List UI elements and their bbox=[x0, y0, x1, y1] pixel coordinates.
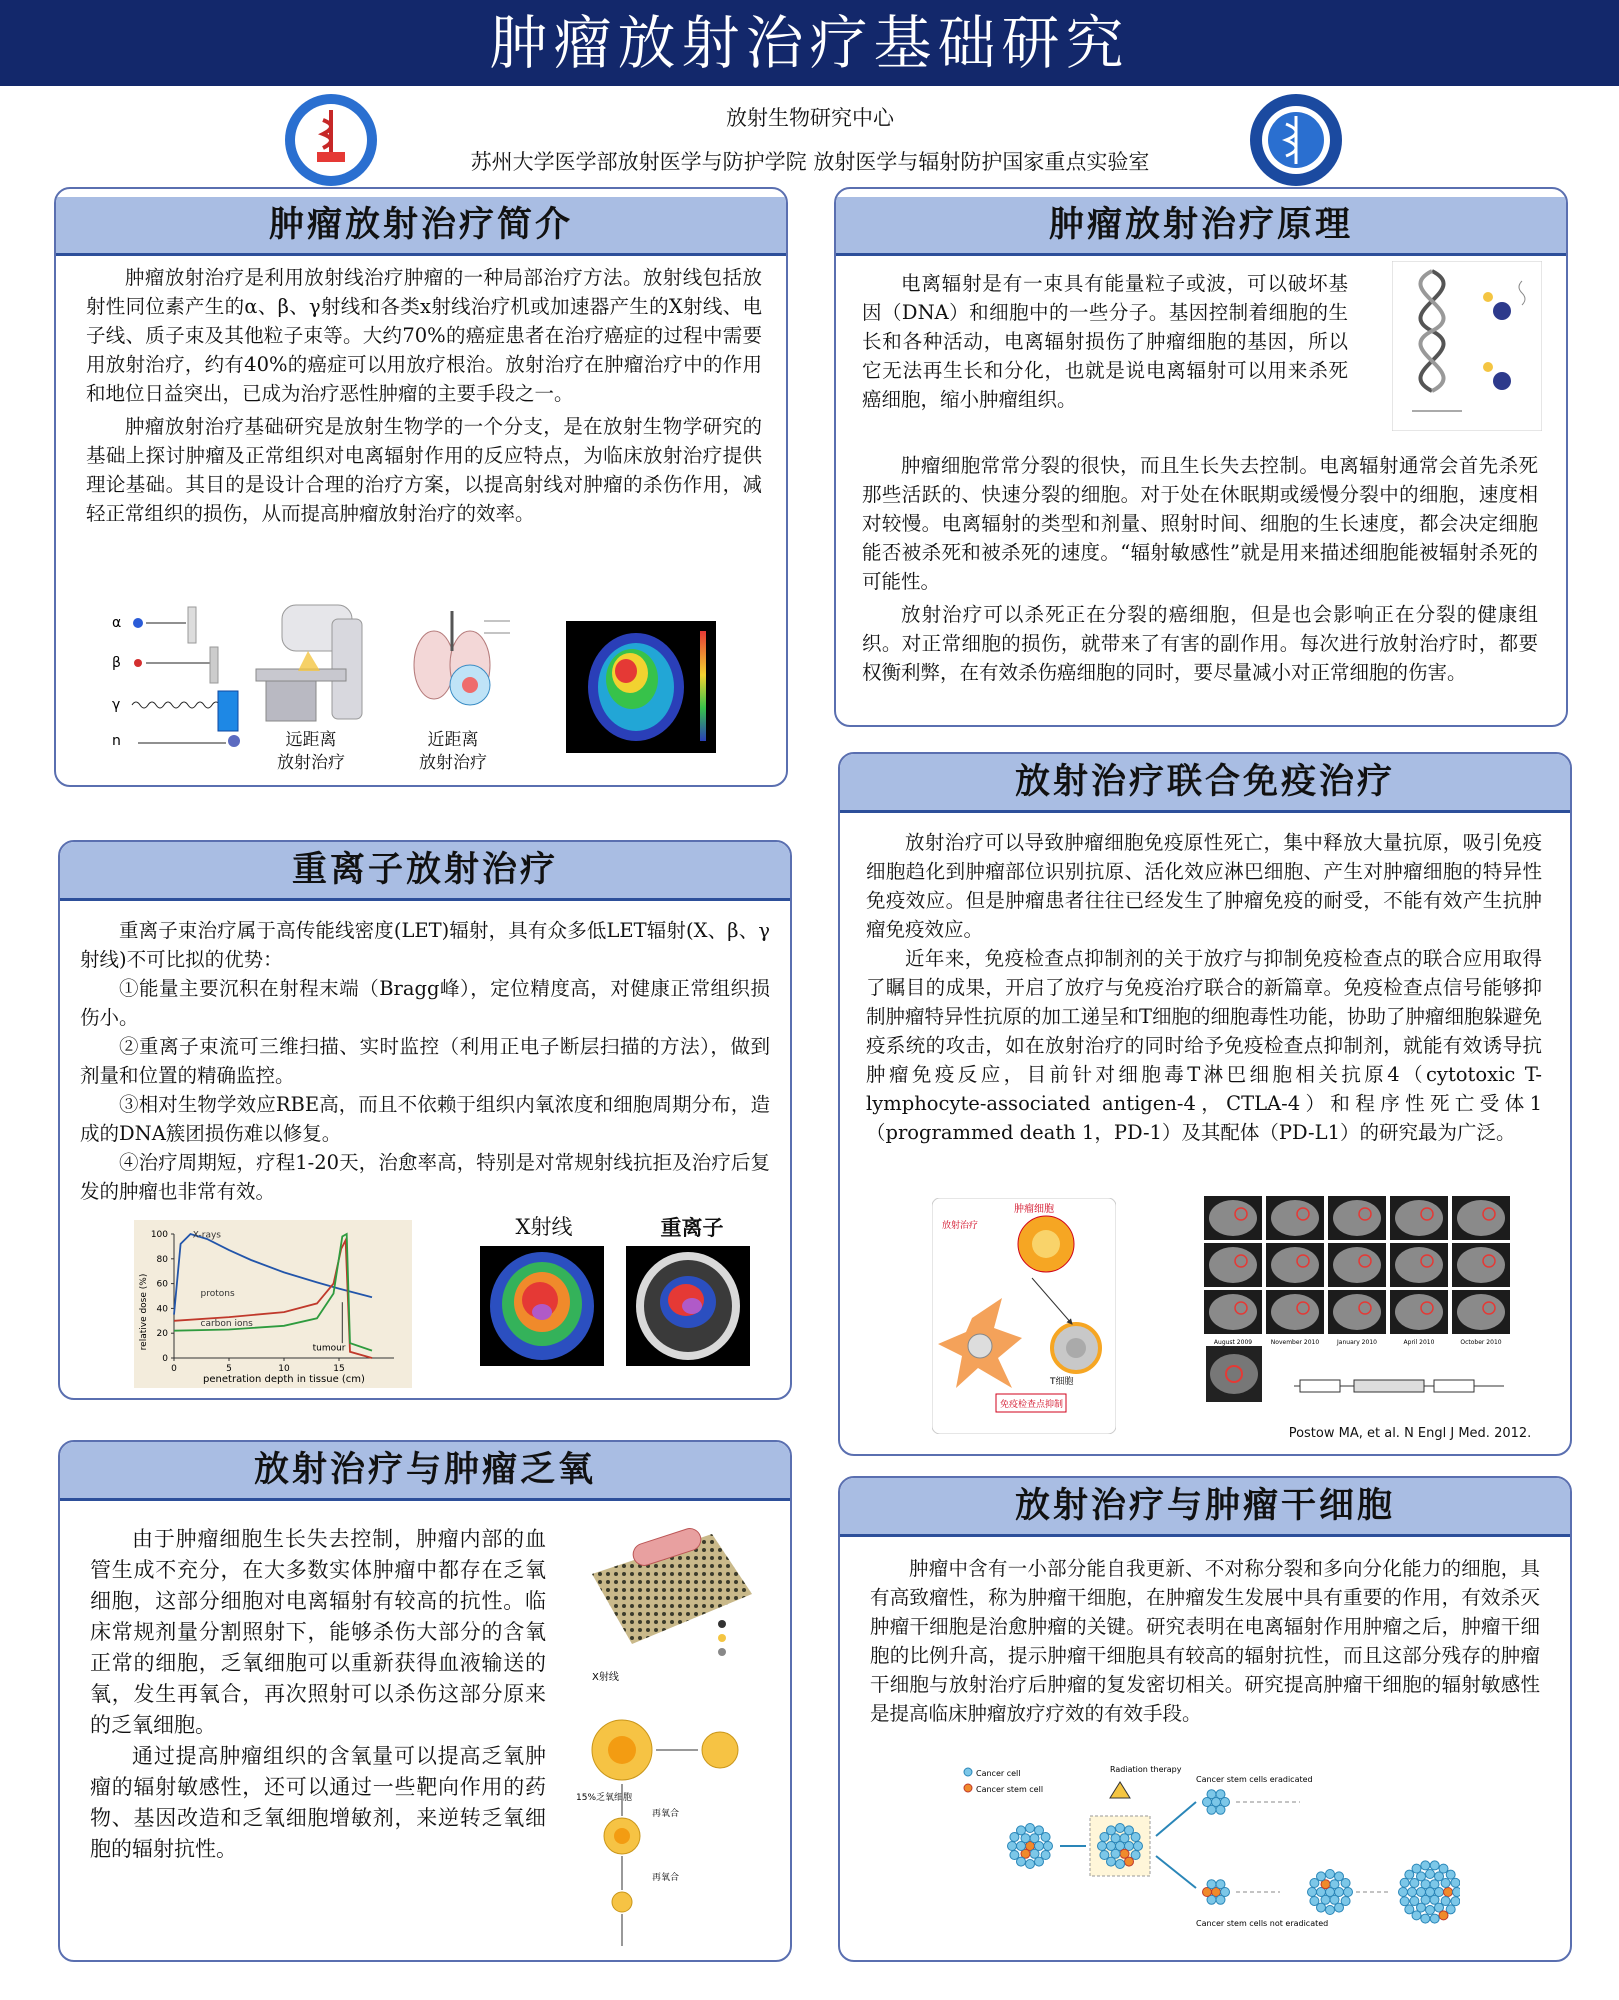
chart-y-tick-label: 0 bbox=[162, 1354, 168, 1364]
hypoxia-text bbox=[90, 1524, 546, 1865]
immune-mechanism-figure bbox=[932, 1198, 1116, 1434]
chart-x-tick-label: 0 bbox=[171, 1364, 177, 1374]
cancer-cell bbox=[1421, 1861, 1430, 1870]
immuno-citation: Postow MA, et al. N Engl J Med. 2012. bbox=[1288, 1426, 1532, 1441]
immune-label-tumor: 肿瘤细胞 bbox=[1014, 1204, 1054, 1215]
left-logo-icon bbox=[283, 92, 379, 188]
panel-intro bbox=[54, 187, 788, 787]
hypoxia-label-xray: X射线 bbox=[592, 1672, 619, 1683]
cancer-cell bbox=[1451, 1897, 1460, 1906]
particle-penetration-figure bbox=[106, 599, 246, 749]
heavy-ion-paragraph-5: ④治疗周期短，疗程1-20天，治愈率高，特别是对常规射线抗拒及治疗后复发的肿瘤也非常有效。 bbox=[80, 1151, 770, 1203]
heavy-ion-paragraph-2: ①能量主要沉积在射程末端（Bragg峰），定位精度高，对健康正常组织损伤小。 bbox=[80, 977, 770, 1029]
principle-paragraph-2: 肿瘤细胞常常分裂的很快，而且生长失去控制。电离辐射通常会首先杀死那些活跃的、快速分裂的细胞。对于处在休眠期或缓慢分裂中的细胞，速度相对较慢。电离辐射的类型和剂量、照射时间、细胞的生长速度，都会决定细胞能否被杀死和被杀死的速度。“辐射敏感性”就是用来描述细胞能被辐射杀死的可能性。 bbox=[862, 454, 1538, 593]
stem-cells-text bbox=[870, 1554, 1540, 1728]
cancer-cell bbox=[1326, 1906, 1335, 1915]
cancer-cell bbox=[1017, 1826, 1026, 1835]
immuno-paragraph-2: 近年来，免疫检查点抑制剂的关于放疗与抑制免疫检查点的联合应用取得了瞩目的成果，开启了放疗与免疫治疗联合的新篇章。免疫检查点信号能够抑制肿瘤特异性抗原的加工递呈和T细胞的细胞毒性功能，协助了肿瘤细胞躲避免疫系统的攻击，如在放射治疗的同时给予免疫检查点抑制剂，就能有效诱导抗肿瘤免疫反应，目前针对细胞毒T淋巴细胞相关抗原4（cytotoxic T-lymphocyte-associated antigen-4，CTLA-4）和程序性死亡受体1（programmed death 1，PD-1）及其配体（PD-L1）的研究最为广泛。 bbox=[866, 947, 1543, 1144]
chart-series-label: X-rays bbox=[192, 1230, 222, 1241]
particle-label-alpha: α bbox=[112, 615, 122, 631]
panel-intro-title: 肿瘤放射治疗简介 bbox=[56, 197, 786, 256]
particle-label-beta: β bbox=[112, 655, 121, 671]
heavy-ion-paragraph-1: 重离子束治疗属于高传能线密度(LET)辐射，具有众多低LET辐射(X、β、γ射线)不可比拟的优势： bbox=[80, 919, 770, 971]
chart-xlabel: penetration depth in tissue (cm) bbox=[203, 1374, 365, 1385]
brachytherapy-figure bbox=[388, 601, 518, 729]
ct-scan-body bbox=[1333, 1200, 1381, 1236]
panel-heavy-ion-title: 重离子放射治疗 bbox=[60, 842, 790, 901]
cancer-cell bbox=[1098, 1842, 1107, 1851]
intro-text bbox=[86, 263, 762, 528]
cancer-cell bbox=[1426, 1906, 1435, 1915]
principle-paragraph-3: 放射治疗可以杀死正在分裂的癌细胞，但是也会影响正在分裂的健康组织。对正常细胞的损伤，就带来了有害的副作用。每次进行放射治疗时，都要权衡利弊，在有效杀伤癌细胞的同时，要尽量减小对正常细胞的伤害。 bbox=[862, 603, 1538, 684]
institution: 苏州大学医学部放射医学与防护学院 放射医学与辐射防护国家重点实验室 bbox=[470, 150, 1150, 174]
cancer-cell bbox=[1216, 1895, 1225, 1904]
stem-legend-stem: Cancer stem cell bbox=[976, 1785, 1044, 1794]
cancer-cell bbox=[1216, 1805, 1225, 1814]
dna-damage-figure bbox=[1392, 261, 1542, 431]
hypoxia-label-reoxygenation-2: 再氧合 bbox=[652, 1873, 680, 1883]
right-logo-icon bbox=[1248, 92, 1344, 188]
dose-distribution-ct-figure bbox=[566, 621, 716, 753]
panel-immunotherapy bbox=[838, 752, 1572, 1456]
cancer-cell bbox=[1131, 1833, 1140, 1842]
chart-x-tick-label: 15 bbox=[333, 1364, 345, 1374]
ct-scan-date: January 2010 bbox=[1337, 1339, 1377, 1346]
hypoxia-label-reoxygenation-1: 再氧合 bbox=[652, 1809, 680, 1819]
immune-label-checkpoint: 免疫检查点抑制 bbox=[1000, 1400, 1064, 1410]
chart-series-label: protons bbox=[200, 1289, 235, 1299]
stem-legend-cancer: Cancer cell bbox=[976, 1769, 1021, 1778]
xray-dose-plan-figure bbox=[480, 1246, 604, 1366]
hypoxia-label-fraction: 15%乏氧细胞 bbox=[576, 1793, 633, 1803]
intro-paragraph-2: 肿瘤放射治疗基础研究是放射生物学的一个分支，是在放射生物学研究的基础上探讨肿瘤及正常组织对电离辐射作用的反应特点，为临床放射治疗提供理论基础。其目的是设计合理的治疗方案，以提高射线对肿瘤的杀伤作用，减轻正常组织的损伤，从而提高肿瘤放射治疗的效率。 bbox=[86, 415, 762, 525]
cancer-cell bbox=[1430, 1914, 1439, 1923]
cancer-cell bbox=[1453, 1888, 1461, 1897]
cancer-cell bbox=[1399, 1888, 1408, 1897]
ct-scan-body bbox=[1271, 1247, 1319, 1283]
ct-scan-body bbox=[1271, 1294, 1319, 1330]
label-heavy-ion-plan: 重离子 bbox=[660, 1215, 724, 1240]
ct-scan-body bbox=[1395, 1200, 1443, 1236]
cancer-stem-cell bbox=[1125, 1857, 1134, 1866]
chart-y-tick-label: 80 bbox=[156, 1254, 168, 1265]
cancer-cell bbox=[1008, 1842, 1017, 1851]
ct-scan-body bbox=[1333, 1294, 1381, 1330]
cancer-cell bbox=[1116, 1824, 1125, 1833]
chart-y-tick-label: 40 bbox=[156, 1304, 168, 1315]
label-xray-plan: X射线 bbox=[515, 1215, 573, 1239]
ct-scan-body bbox=[1333, 1247, 1381, 1283]
panel-principle bbox=[834, 187, 1568, 727]
ct-scan-body bbox=[1209, 1294, 1257, 1330]
tumor-vessel-oxygen-figure bbox=[572, 1514, 768, 1664]
chart-x-tick-label: 5 bbox=[226, 1364, 232, 1374]
immunotherapy-text bbox=[866, 828, 1542, 1147]
chart-ylabel: relative dose (%) bbox=[139, 1273, 149, 1351]
cancer-cell bbox=[1335, 1903, 1344, 1912]
cancer-stem-cell bbox=[1439, 1911, 1448, 1920]
poster-title: 肿瘤放射治疗基础研究 bbox=[0, 0, 1619, 86]
heavy-ion-paragraph-4: ③相对生物学效应RBE高，而且不依赖于组织内氧浓度和细胞周期分布，造成的DNA簇团损伤难以修复。 bbox=[80, 1093, 770, 1145]
ct-scan-date: August 2009 bbox=[1213, 1339, 1253, 1346]
cancer-cell bbox=[1026, 1824, 1035, 1833]
chart-y-tick-label: 60 bbox=[156, 1279, 168, 1290]
principle-text-bottom bbox=[862, 451, 1538, 687]
principle-paragraph-1: 电离辐射是有一束具有能量粒子或波，可以破坏基因（DNA）和细胞中的一些分子。基因控制着细胞的生长和各种活动，电离辐射损伤了肿瘤细胞的基因，所以它无法再生长和分化，也就是说电离辐射可以用来杀死癌细胞，缩小肿瘤组织。 bbox=[862, 272, 1348, 411]
cancer-cell bbox=[1441, 1879, 1450, 1888]
particle-label-neutron: n bbox=[112, 733, 121, 749]
cancer-cell bbox=[1344, 1888, 1353, 1897]
cancer-cell bbox=[1405, 1905, 1414, 1914]
ct-scan-body bbox=[1457, 1247, 1505, 1283]
chart-series-label: carbon ions bbox=[200, 1318, 253, 1329]
research-center: 放射生物研究中心 bbox=[726, 106, 894, 130]
principle-text-top bbox=[862, 269, 1348, 414]
panel-stem-cells-title: 放射治疗与肿瘤干细胞 bbox=[840, 1478, 1570, 1537]
immuno-paragraph-1: 放射治疗可以导致肿瘤细胞免疫原性死亡，集中释放大量抗原，吸引免疫细胞趋化到肿瘤部位识别抗原、活化效应淋巴细胞、产生对肿瘤细胞的特异性免疫效应。但是肿瘤患者往往已经发生了肿瘤免疫的耐受，不能有效产生抗肿瘤免疫效应。 bbox=[866, 831, 1542, 941]
panel-stem-cells bbox=[838, 1476, 1572, 1962]
panel-principle-title: 肿瘤放射治疗原理 bbox=[836, 197, 1566, 256]
cancer-cell bbox=[1100, 1851, 1109, 1860]
cancer-cell bbox=[1308, 1888, 1317, 1897]
cancer-cell bbox=[1216, 1790, 1225, 1799]
ct-scan-body bbox=[1395, 1294, 1443, 1330]
heavy-ion-paragraph-3: ②重离子束流可三维扫描、实时监控（利用正电子断层扫描的方法），做到剂量和位置的精确监控。 bbox=[80, 1035, 770, 1087]
cancer-cell bbox=[1341, 1879, 1350, 1888]
cancer-cell bbox=[1044, 1842, 1053, 1851]
caption-brachytherapy: 近距离 放射治疗 bbox=[419, 730, 487, 773]
reoxygenation-figure bbox=[572, 1666, 768, 1954]
stem-label-eradicated: Cancer stem cells eradicated bbox=[1196, 1775, 1313, 1784]
cancer-cell bbox=[1026, 1860, 1035, 1869]
cancer-cell bbox=[1010, 1851, 1019, 1860]
heavy-ion-dose-plan-figure bbox=[626, 1246, 750, 1366]
stem-label-not-eradicated: Cancer stem cells not eradicated bbox=[1196, 1919, 1329, 1928]
cancer-cell bbox=[1326, 1870, 1335, 1879]
stem-label-radiation: Radiation therapy bbox=[1110, 1765, 1182, 1774]
particle-label-gamma: γ bbox=[112, 697, 121, 713]
immune-label-tcell: T细胞 bbox=[1050, 1377, 1074, 1387]
cancer-cell bbox=[1430, 1861, 1439, 1870]
cancer-cell bbox=[1426, 1870, 1435, 1879]
cancer-stem-cell-figure bbox=[960, 1762, 1460, 1942]
cancer-cell bbox=[1107, 1826, 1116, 1835]
cancer-cell bbox=[1451, 1878, 1460, 1887]
chart-x-tick-label: 10 bbox=[278, 1364, 290, 1374]
ct-scan-date: April 2010 bbox=[1403, 1339, 1435, 1346]
cancer-cell bbox=[1412, 1864, 1421, 1873]
caption-remote-therapy: 远距离 放射治疗 bbox=[277, 730, 345, 773]
cancer-cell bbox=[1116, 1860, 1125, 1869]
cancer-cell bbox=[1134, 1842, 1143, 1851]
cancer-cell bbox=[1408, 1888, 1417, 1897]
immune-label-radiation: 放射治疗 bbox=[942, 1221, 979, 1231]
cancer-stem-cell bbox=[1444, 1888, 1453, 1897]
panel-hypoxia-title: 放射治疗与肿瘤乏氧 bbox=[60, 1442, 790, 1501]
ct-scan-body bbox=[1271, 1200, 1319, 1236]
panel-hypoxia bbox=[58, 1440, 792, 1962]
panel-immunotherapy-title: 放射治疗联合免疫治疗 bbox=[840, 754, 1570, 813]
chart-annotation-tumour: tumour bbox=[312, 1343, 346, 1354]
ct-scan-body bbox=[1457, 1200, 1505, 1236]
heavy-ion-text bbox=[80, 916, 770, 1206]
cancer-cell bbox=[1207, 1790, 1216, 1799]
stem-paragraph-1: 肿瘤中含有一小部分能自我更新、不对称分裂和多向分化能力的细胞，具有高致瘤性，称为肿瘤干细胞，在肿瘤发生发展中具有重要的作用，有效杀灭肿瘤干细胞是治愈肿瘤的关键。研究表明在电离辐射作用肿瘤之后，肿瘤干细胞的比例升高，提示肿瘤干细胞具有较高的辐射抗性，而且这部分残存的肿瘤干细胞与放射治疗后肿瘤的复发密切相关。研究提高肿瘤干细胞的辐射敏感性是提高临床肿瘤放疗疗效的有效手段。 bbox=[870, 1557, 1540, 1725]
cancer-cell bbox=[1041, 1833, 1050, 1842]
cancer-cell bbox=[1400, 1878, 1409, 1887]
linear-accelerator-figure bbox=[246, 599, 376, 729]
cancer-cell bbox=[1310, 1897, 1319, 1906]
hypoxia-paragraph-1: 由于肿瘤细胞生长失去控制，肿瘤内部的血管生成不充分，在大多数实体肿瘤中都存在乏氧细胞，这部分细胞对电离辐射有较高的抗性。临床常规剂量分割照射下，能够杀伤大部分的含氧正常的细胞，乏氧细胞可以重新获得血液输送的氧，发生再氧合，再次照射可以杀伤这部分原来的乏氧细胞。 bbox=[90, 1527, 546, 1737]
ct-scan-body bbox=[1395, 1247, 1443, 1283]
chart-y-tick-label: 100 bbox=[150, 1230, 168, 1240]
ct-scan-date: November 2010 bbox=[1270, 1339, 1320, 1346]
ct-scan-body bbox=[1209, 1200, 1257, 1236]
hypoxia-paragraph-2: 通过提高肿瘤组织的含氧量可以提高乏氧肿瘤的辐射敏感性，还可以通过一些靶向作用的药物、基因改造和乏氧细胞增敏剂，来逆转乏氧细胞的辐射抗性。 bbox=[90, 1744, 546, 1861]
cancer-cell bbox=[1446, 1870, 1455, 1879]
cancer-cell bbox=[1035, 1857, 1044, 1866]
chart-y-tick-label: 20 bbox=[156, 1329, 168, 1340]
ct-scan-body bbox=[1209, 1247, 1257, 1283]
cancer-cell bbox=[1400, 1897, 1409, 1906]
cancer-cell bbox=[1207, 1880, 1216, 1889]
cancer-cell bbox=[1317, 1872, 1326, 1881]
cancer-cell bbox=[1216, 1880, 1225, 1889]
ct-scan-date: October 2010 bbox=[1460, 1339, 1502, 1346]
ct-scan-series-figure bbox=[1204, 1196, 1512, 1406]
panel-heavy-ion bbox=[58, 840, 792, 1400]
cancer-cell bbox=[1410, 1897, 1419, 1906]
ct-scan-body bbox=[1457, 1294, 1505, 1330]
intro-paragraph-1: 肿瘤放射治疗是利用放射线治疗肿瘤的一种局部治疗方法。放射线包括放射性同位素产生的α、β、γ射线和各类x射线治疗机或加速器产生的X射线、电子线、质子束及其他粒子束等。大约70%的癌症患者在治疗癌症的过程中需要用放射治疗，约有40%的癌症可以用放疗根治。放射治疗在肿瘤治疗中的作用和地位日益突出，已成为治疗恶性肿瘤的主要手段之一。 bbox=[86, 266, 762, 405]
cancer-cell bbox=[1421, 1914, 1430, 1923]
bragg-peak-chart bbox=[134, 1220, 412, 1388]
